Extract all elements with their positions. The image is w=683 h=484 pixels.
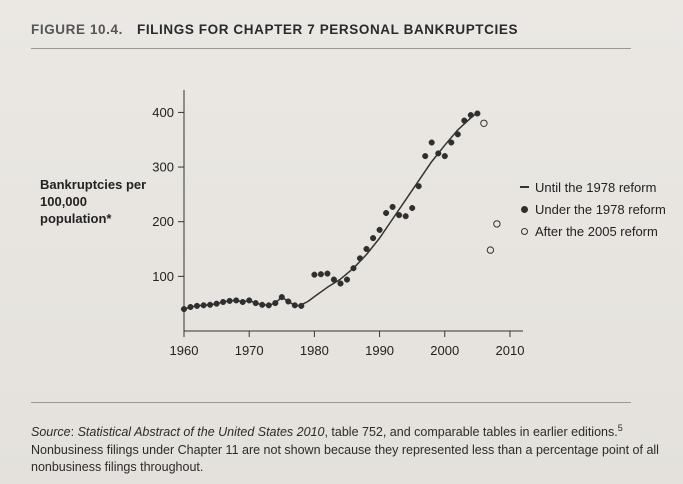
x-tick-label: 2000 <box>430 343 460 358</box>
data-point-under-1978 <box>318 271 324 277</box>
data-point-under-1978 <box>338 281 344 287</box>
data-point-until-1978 <box>259 302 265 308</box>
data-point-until-1978 <box>194 303 200 309</box>
data-point-until-1978 <box>233 298 239 304</box>
data-point-under-1978 <box>351 265 357 271</box>
data-point-under-1978 <box>403 213 409 219</box>
data-point-until-1978 <box>253 300 259 306</box>
data-point-under-1978 <box>312 272 318 278</box>
data-point-under-1978 <box>462 118 468 124</box>
data-point-under-1978 <box>436 151 442 157</box>
legend-item-after-2005 <box>521 224 675 240</box>
figure-number: FIGURE 10.4. <box>31 22 123 37</box>
data-point-under-1978 <box>455 132 461 138</box>
legend-label: Until the 1978 reform <box>535 180 657 195</box>
data-point-until-1978 <box>227 298 233 304</box>
data-point-after-2005 <box>481 120 487 126</box>
data-point-under-1978 <box>429 140 435 146</box>
source-rest: , table 752, and comparable tables in earlier editions. <box>324 425 618 440</box>
x-tick-label: 1990 <box>365 343 395 358</box>
legend-label: Under the 1978 reform <box>535 202 666 217</box>
data-point-until-1978 <box>292 303 298 309</box>
legend-line-marker <box>520 186 529 188</box>
data-point-under-1978 <box>370 235 376 241</box>
source-note-text: Nonbusiness filings under Chapter 11 are not shown because they represented less than a percentage point of all nonbusiness filings throughout. <box>31 442 659 475</box>
legend-filled-marker <box>521 206 528 213</box>
y-tick-label: 100 <box>152 268 174 284</box>
data-point-until-1978 <box>220 299 226 305</box>
legend-item-until-1978 <box>521 180 675 196</box>
y-tick-label: 400 <box>152 104 174 120</box>
chart-ticks <box>152 105 524 358</box>
figure-title-text: FILINGS FOR CHAPTER 7 PERSONAL BANKRUPTCIES <box>136 22 519 37</box>
x-tick-label: 1970 <box>234 343 264 358</box>
data-point-under-1978 <box>416 183 422 189</box>
data-point-under-1978 <box>377 227 383 233</box>
data-point-under-1978 <box>396 212 402 218</box>
data-point-under-1978 <box>442 153 448 159</box>
data-point-until-1978 <box>214 301 220 307</box>
data-point-until-1978 <box>207 302 213 308</box>
data-points <box>181 111 500 312</box>
y-axis-label: Bankruptcies per 100,000 population* <box>40 177 147 226</box>
footnote-marker: 5 <box>617 423 623 433</box>
data-point-under-1978 <box>475 111 481 117</box>
data-point-until-1978 <box>240 299 246 305</box>
data-point-under-1978 <box>331 277 337 283</box>
bottom-rule <box>31 402 631 403</box>
legend-label: After the 2005 reform <box>535 224 658 239</box>
legend-item-under-1978 <box>521 202 675 218</box>
data-point-until-1978 <box>181 306 187 312</box>
data-point-until-1978 <box>286 299 292 305</box>
data-point-until-1978 <box>188 304 194 310</box>
x-tick-label: 1980 <box>299 343 329 358</box>
data-point-until-1978 <box>299 303 305 309</box>
data-point-under-1978 <box>449 140 455 146</box>
x-tick-label: 2010 <box>495 343 525 358</box>
data-point-under-1978 <box>422 153 428 159</box>
data-point-under-1978 <box>383 210 389 216</box>
data-point-under-1978 <box>344 277 350 283</box>
data-point-until-1978 <box>246 298 252 304</box>
data-point-under-1978 <box>409 205 415 211</box>
data-point-after-2005 <box>494 221 500 227</box>
data-point-under-1978 <box>364 246 370 252</box>
source-label: Source <box>31 425 71 440</box>
data-point-until-1978 <box>279 294 285 300</box>
chart-legend <box>521 180 675 246</box>
source-title: Statistical Abstract of the United States 2010 <box>77 425 325 440</box>
data-point-under-1978 <box>390 204 396 210</box>
y-tick-label: 200 <box>152 214 174 230</box>
data-point-under-1978 <box>325 271 331 277</box>
data-point-after-2005 <box>487 247 493 253</box>
data-point-until-1978 <box>273 300 279 306</box>
x-tick-label: 1960 <box>169 343 199 358</box>
data-point-until-1978 <box>201 303 207 309</box>
y-tick-label: 300 <box>152 159 174 175</box>
chart-axes <box>184 90 523 331</box>
source-note: Source: Statistical Abstract of the United States 2010, table 752, and comparable tables in earlier editions.$^5$ Nonbusiness filings under Chapter 11 are not shown because they represented less than a percentage point of all nonbusiness filings throughout. <box>31 423 659 475</box>
data-point-until-1978 <box>266 303 272 309</box>
legend-hollow-marker <box>521 228 528 235</box>
data-point-under-1978 <box>357 255 363 261</box>
data-point-under-1978 <box>468 112 474 118</box>
